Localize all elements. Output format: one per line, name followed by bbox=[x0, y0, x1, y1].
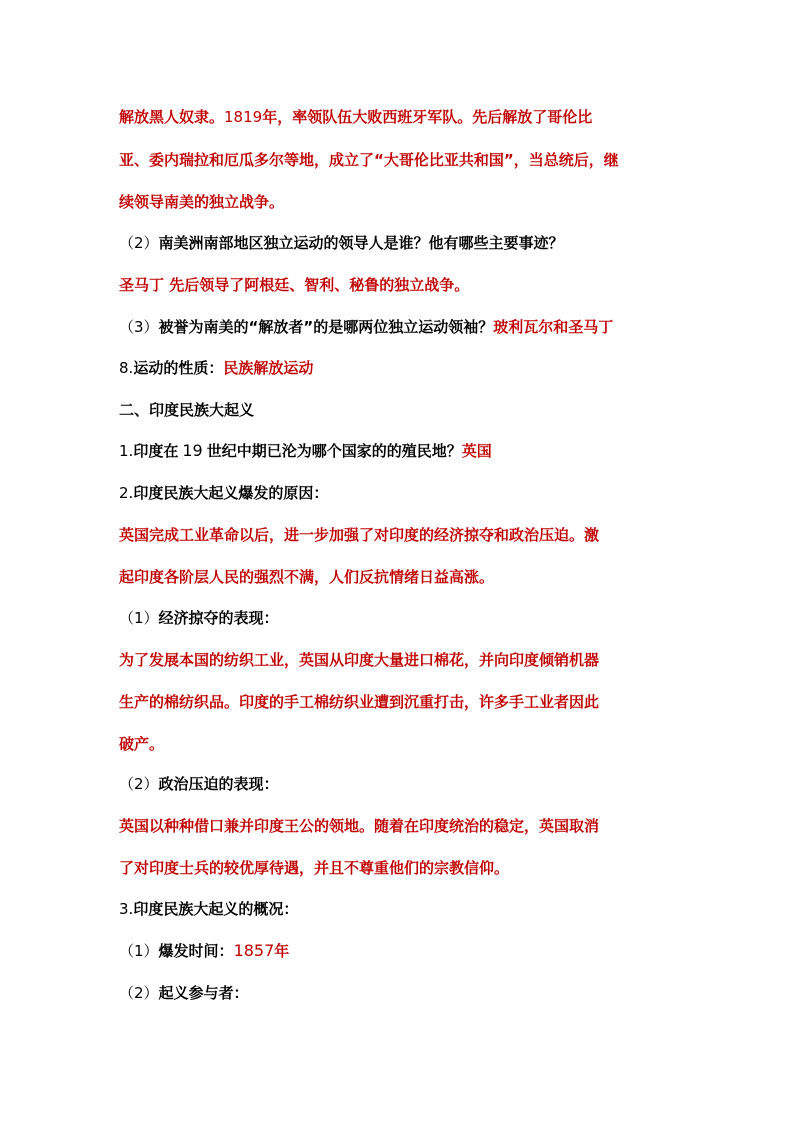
answer-text: 了对印度士兵的较优厚待遇，并且不尊重他们的宗教信仰。 bbox=[119, 859, 510, 877]
subitem-number: （2） bbox=[119, 984, 159, 1002]
answer-text: 破产。 bbox=[119, 735, 165, 753]
item-text: 印度民族大起义的概况： bbox=[133, 900, 299, 918]
item-number: 8. bbox=[119, 359, 134, 377]
answer-text: 英国完成工业革命以后，进一步加强了对印度的经济掠夺和政治压迫。激 bbox=[119, 526, 600, 544]
answer-text: 为了发展本国的纺织工业，英国从印度大量进口棉花，并向印度倾销机器 bbox=[119, 651, 600, 669]
year-number: 1857 bbox=[233, 941, 275, 960]
answer-political-1 bbox=[119, 816, 599, 836]
century-number: 19 bbox=[182, 441, 203, 460]
item-text: 印度民族大起义爆发的原因： bbox=[133, 484, 329, 502]
answer-text: 亚、委内瑞拉和厄瓜多尔等地，成立了“大哥伦比亚共和国”，当总统后，继 bbox=[119, 151, 619, 169]
subitem-text: 政治压迫的表现： bbox=[158, 775, 279, 793]
question-text: 南美洲南部地区独立运动的领导人是谁？他有哪些主要事迹？ bbox=[158, 234, 564, 252]
item-1-colony bbox=[119, 441, 492, 461]
answer-text: 年 bbox=[274, 942, 290, 960]
subitem-text: 起义参与者： bbox=[158, 984, 249, 1002]
item-3-overview bbox=[119, 899, 298, 919]
answer-text: 英国 bbox=[461, 442, 492, 460]
question-number: （2） bbox=[119, 234, 159, 252]
year-number: 1819 bbox=[224, 108, 263, 126]
item-text: 世纪中期已沦为哪个国家的的殖民地？ bbox=[206, 442, 462, 460]
question-number: （3） bbox=[119, 318, 159, 336]
item-text: 运动的性质： bbox=[133, 359, 224, 377]
answer-text: 民族解放运动 bbox=[223, 359, 314, 377]
answer-text: 英国以种种借口兼并印度王公的领地。随着在印度统治的稳定，英国取消 bbox=[119, 817, 600, 835]
subitem-1-outbreak-time bbox=[119, 941, 289, 961]
question-2-south-leader bbox=[119, 233, 564, 253]
section-heading-india-uprising bbox=[119, 400, 254, 420]
subitem-2-political bbox=[119, 774, 279, 794]
answer-causes-2 bbox=[119, 567, 494, 587]
subitem-text: 爆发时间： bbox=[158, 942, 234, 960]
subitem-number: （1） bbox=[119, 942, 159, 960]
subitem-1-economic bbox=[119, 608, 279, 628]
answer-text: 生产的棉纺织品。印度的手工棉纺织业遭到沉重打击，许多手工业者因此 bbox=[119, 693, 600, 711]
answer-text: 年，率领队伍大败西班牙军队。先后解放了哥伦比 bbox=[262, 108, 593, 126]
subitem-number: （1） bbox=[119, 609, 159, 627]
question-text: 被誉为南美的“解放者”的是哪两位独立运动领袖？ bbox=[158, 318, 494, 336]
item-text: 印度在 bbox=[133, 442, 179, 460]
answer-political-2 bbox=[119, 858, 509, 878]
section-heading-text: 二、印度民族大起义 bbox=[119, 401, 255, 419]
answer-economic-3 bbox=[119, 734, 164, 754]
answer-text: 玻利瓦尔和圣马丁 bbox=[493, 318, 614, 336]
answer-line-bolivar-2 bbox=[119, 150, 619, 170]
item-8-nature bbox=[119, 358, 313, 378]
answer-text: 起印度各阶层人民的强烈不满，人们反抗情绪日益高涨。 bbox=[119, 568, 495, 586]
item-number: 2. bbox=[119, 484, 134, 502]
answer-text: 续领导南美的独立战争。 bbox=[119, 193, 285, 211]
item-2-causes bbox=[119, 483, 328, 503]
subitem-text: 经济掠夺的表现： bbox=[158, 609, 279, 627]
item-number: 3. bbox=[119, 900, 134, 918]
answer-line-bolivar-1 bbox=[119, 107, 592, 127]
answer-causes-1 bbox=[119, 525, 599, 545]
answer-line-bolivar-3 bbox=[119, 192, 284, 212]
subitem-number: （2） bbox=[119, 775, 159, 793]
answer-economic-1 bbox=[119, 650, 599, 670]
question-3-liberators bbox=[119, 317, 613, 337]
item-number: 1. bbox=[119, 442, 134, 460]
answer-san-martin bbox=[119, 275, 469, 295]
answer-text: 解放黑人奴隶。 bbox=[119, 108, 225, 126]
answer-economic-2 bbox=[119, 692, 599, 712]
subitem-2-participants bbox=[119, 983, 249, 1003]
answer-text: 圣马丁 先后领导了阿根廷、智利、秘鲁的独立战争。 bbox=[119, 276, 470, 294]
